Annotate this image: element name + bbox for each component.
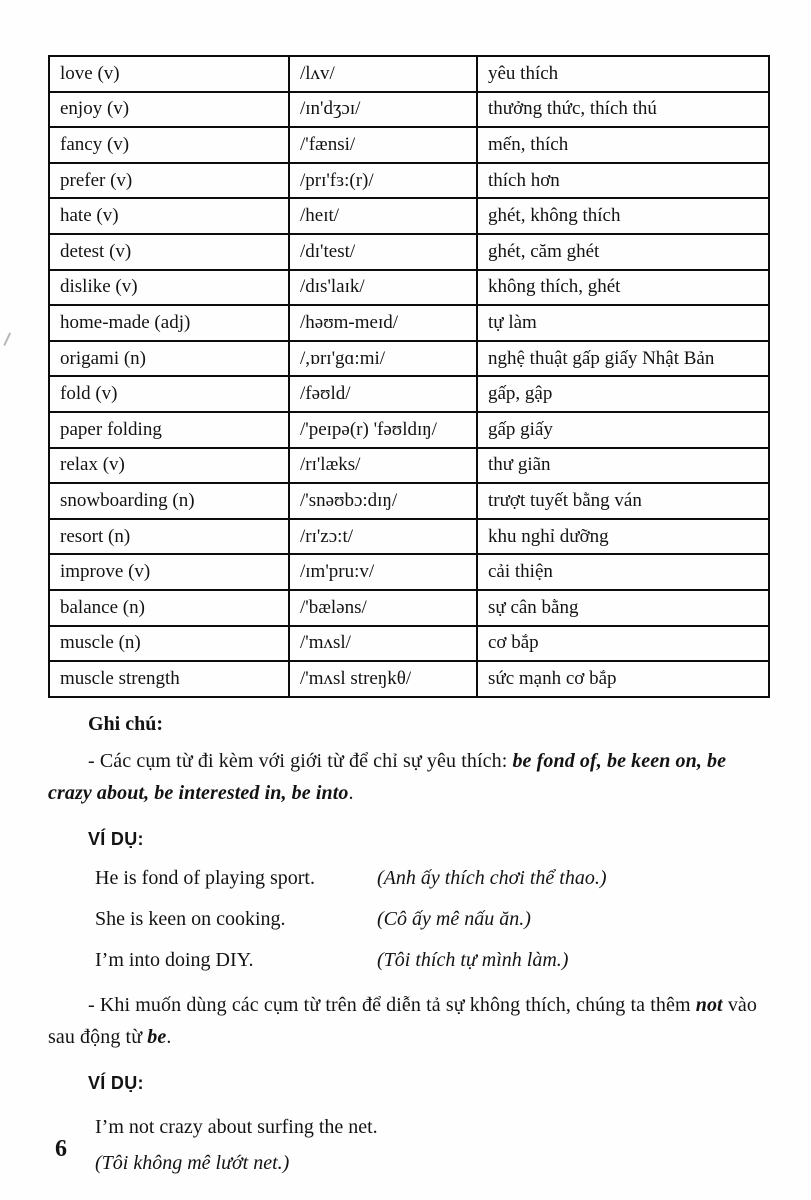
table-row	[49, 341, 769, 377]
table-row	[49, 127, 769, 163]
ipa-cell: /'mʌsl/	[289, 626, 477, 662]
ipa-cell: /'peɪpə(r) 'fəʊldɪŋ/	[289, 412, 477, 448]
word-cell: enjoy (v)	[49, 92, 289, 128]
table-row	[49, 590, 769, 626]
word-cell: paper folding	[49, 412, 289, 448]
pen-mark-artifact	[3, 332, 14, 347]
ipa-cell: /'mʌsl streŋkθ/	[289, 661, 477, 697]
meaning-cell: ghét, căm ghét	[477, 234, 769, 270]
meaning-cell: trượt tuyết bằng ván	[477, 483, 769, 519]
note2-text-1: - Khi muốn dùng các cụm từ trên để diễn tả sự không thích, chúng ta thêm	[88, 993, 696, 1016]
example-vietnamese: (Anh ấy thích chơi thể thao.)	[377, 866, 607, 889]
word-cell: fancy (v)	[49, 127, 289, 163]
word-cell: muscle (n)	[49, 626, 289, 662]
example-english: He is fond of playing sport.	[95, 866, 315, 889]
meaning-cell: mến, thích	[477, 127, 769, 163]
ipa-cell: /prɪ'fɜ:(r)/	[289, 163, 477, 199]
table-row	[49, 305, 769, 341]
ipa-cell: /rɪ'zɔ:t/	[289, 519, 477, 555]
ipa-cell: /ɪn'dʒɔɪ/	[289, 92, 477, 128]
meaning-cell: không thích, ghét	[477, 270, 769, 306]
table-row	[49, 198, 769, 234]
meaning-cell: khu nghỉ dưỡng	[477, 519, 769, 555]
table-row	[49, 412, 769, 448]
table-row	[49, 519, 769, 555]
meaning-cell: cải thiện	[477, 554, 769, 590]
note2-period: .	[166, 1025, 172, 1048]
vocabulary-table	[48, 55, 770, 698]
notes-heading: Ghi chú:	[88, 712, 164, 735]
ipa-cell: /lʌv/	[289, 56, 477, 92]
word-cell: hate (v)	[49, 198, 289, 234]
example-english: I’m into doing DIY.	[95, 948, 254, 971]
word-cell: balance (n)	[49, 590, 289, 626]
meaning-cell: sự cân bằng	[477, 590, 769, 626]
example-list-1	[48, 866, 768, 972]
meaning-cell: sức mạnh cơ bắp	[477, 661, 769, 697]
table-row	[49, 163, 769, 199]
meaning-cell: thưởng thức, thích thú	[477, 92, 769, 128]
word-cell: home-made (adj)	[49, 305, 289, 341]
note2-text-2: vào sau động từ	[48, 993, 757, 1048]
note1-phrases: be fond of, be keen on, be crazy about, be interested in, be into	[48, 749, 727, 804]
example2-english: I’m not crazy about surfing the net.	[95, 1115, 378, 1138]
note-paragraph-1	[48, 745, 768, 809]
word-cell: resort (n)	[49, 519, 289, 555]
example-vietnamese: (Tôi thích tự mình làm.)	[377, 948, 569, 971]
example-english: She is keen on cooking.	[95, 907, 286, 930]
table-row	[49, 554, 769, 590]
ipa-cell: /'fænsi/	[289, 127, 477, 163]
ipa-cell: /həʊm-meɪd/	[289, 305, 477, 341]
ipa-cell: /rɪ'læks/	[289, 448, 477, 484]
ipa-cell: /fəʊld/	[289, 376, 477, 412]
ipa-cell: /dɪs'laɪk/	[289, 270, 477, 306]
meaning-cell: tự làm	[477, 305, 769, 341]
note1-text: - Các cụm từ đi kèm với giới từ để chỉ sự yêu thích:	[88, 749, 513, 772]
note2-keyword-be: be	[147, 1025, 167, 1048]
ipa-cell: /dɪ'test/	[289, 234, 477, 270]
ipa-cell: /,ɒrɪ'gɑ:mi/	[289, 341, 477, 377]
example-pair	[48, 907, 768, 931]
word-cell: fold (v)	[49, 376, 289, 412]
table-row	[49, 626, 769, 662]
word-cell: detest (v)	[49, 234, 289, 270]
note2-keyword-not: not	[695, 993, 723, 1016]
word-cell: improve (v)	[49, 554, 289, 590]
ipa-cell: /ɪm'pru:v/	[289, 554, 477, 590]
table-row	[49, 448, 769, 484]
table-row	[49, 661, 769, 697]
ipa-cell: /heɪt/	[289, 198, 477, 234]
meaning-cell: thích hơn	[477, 163, 769, 199]
notes-section	[48, 713, 768, 1175]
meaning-cell: cơ bắp	[477, 626, 769, 662]
meaning-cell: gấp giấy	[477, 412, 769, 448]
example-pair	[48, 948, 768, 972]
table-row	[49, 483, 769, 519]
word-cell: prefer (v)	[49, 163, 289, 199]
meaning-cell: yêu thích	[477, 56, 769, 92]
ipa-cell: /'bæləns/	[289, 590, 477, 626]
meaning-cell: thư giãn	[477, 448, 769, 484]
meaning-cell: ghét, không thích	[477, 198, 769, 234]
word-cell: relax (v)	[49, 448, 289, 484]
table-row	[49, 376, 769, 412]
example-heading-2: VÍ DỤ:	[88, 1072, 144, 1093]
table-row	[49, 270, 769, 306]
example-pair	[48, 866, 768, 890]
example-vietnamese: (Cô ấy mê nấu ăn.)	[377, 907, 531, 930]
note-paragraph-2	[48, 989, 768, 1053]
word-cell: dislike (v)	[49, 270, 289, 306]
table-row	[49, 92, 769, 128]
table-row	[49, 234, 769, 270]
meaning-cell: nghệ thuật gấp giấy Nhật Bản	[477, 341, 769, 377]
table-row	[49, 56, 769, 92]
vocabulary-table-body	[49, 56, 769, 697]
ipa-cell: /'snəʊbɔ:dɪŋ/	[289, 483, 477, 519]
word-cell: love (v)	[49, 56, 289, 92]
note1-period: .	[348, 781, 354, 804]
page-number: 6	[55, 1136, 67, 1162]
meaning-cell: gấp, gập	[477, 376, 769, 412]
example2-vietnamese: (Tôi không mê lướt net.)	[95, 1151, 290, 1174]
example-heading-1: VÍ DỤ:	[88, 828, 144, 849]
word-cell: origami (n)	[49, 341, 289, 377]
word-cell: muscle strength	[49, 661, 289, 697]
word-cell: snowboarding (n)	[49, 483, 289, 519]
